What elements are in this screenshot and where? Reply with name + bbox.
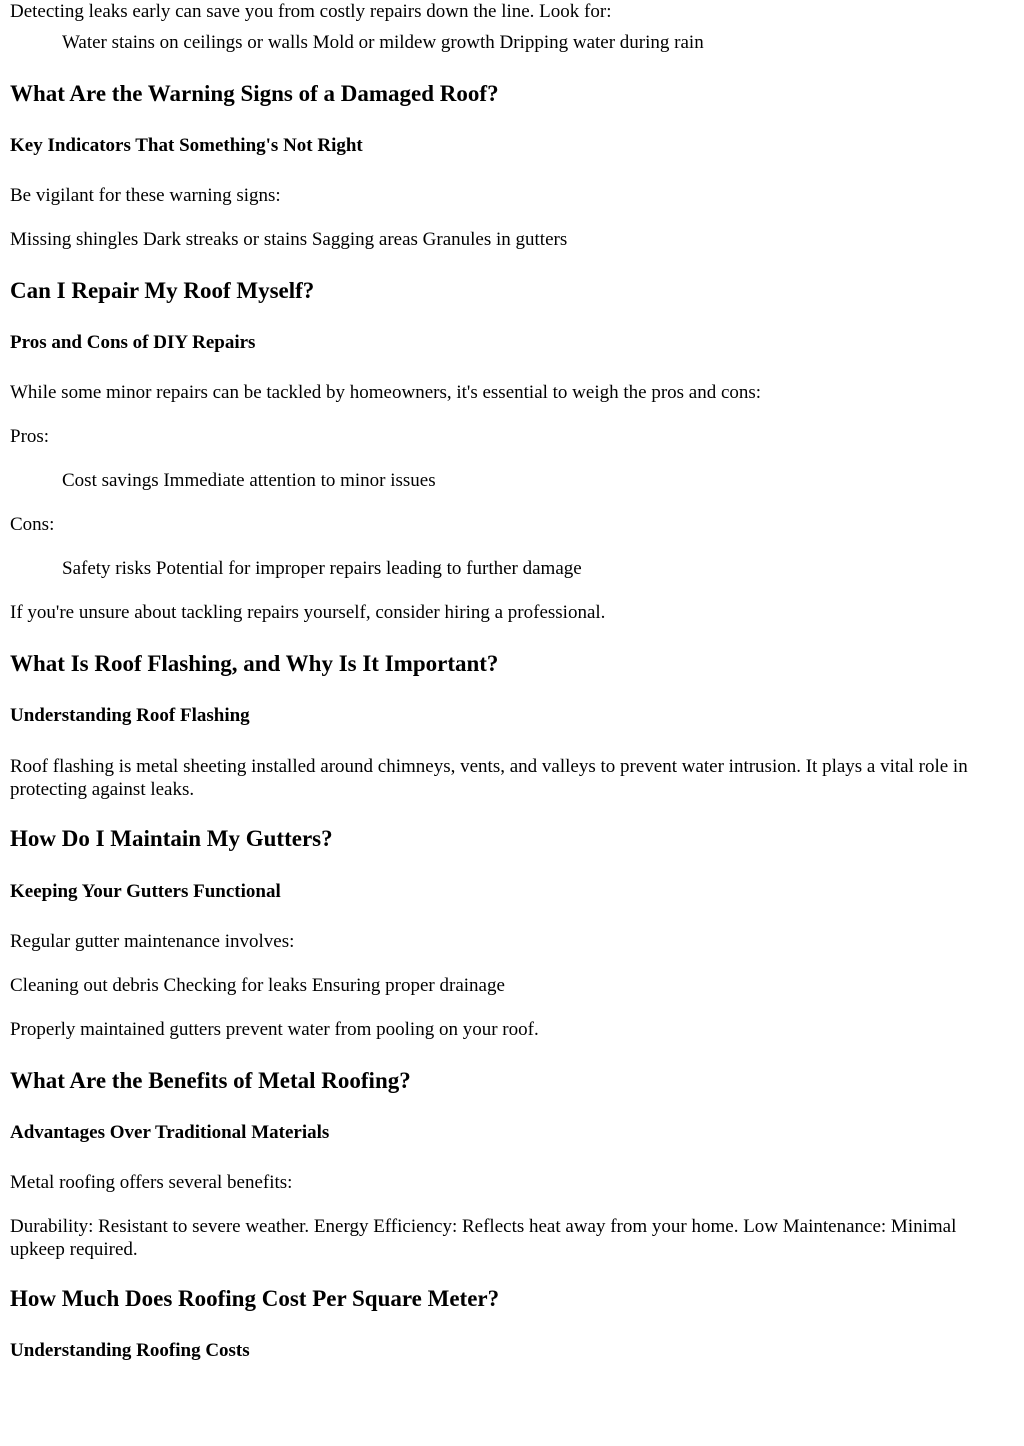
paragraph-vigilant: Be vigilant for these warning signs:: [10, 185, 281, 206]
paragraph-gutters-prevent-pooling: Properly maintained gutters prevent water from pooling on your roof.: [10, 1019, 539, 1040]
cons-list: Safety risks Potential for improper repairs leading to further damage: [62, 558, 582, 579]
pros-list: Cost savings Immediate attention to minor issues: [62, 470, 436, 491]
heading-roofing-cost: How Much Does Roofing Cost Per Square Meter?: [10, 1286, 500, 1311]
leak-signs-list: Water stains on ceilings or walls Mold or mildew growth Dripping water during rain: [62, 32, 704, 53]
heading-metal-roofing: What Are the Benefits of Metal Roofing?: [10, 1068, 411, 1093]
pros-label: Pros:: [10, 426, 50, 447]
subheading-key-indicators: Key Indicators That Something's Not Right: [10, 135, 363, 156]
metal-benefits-list: Durability: Resistant to severe weather. Energy Efficiency: Reflects heat away from your home. Low Maintenance: Minimal upkeep required.: [10, 1216, 957, 1260]
heading-roof-flashing: What Is Roof Flashing, and Why Is It Important?: [10, 651, 499, 676]
subheading-roofing-costs: Understanding Roofing Costs: [10, 1340, 250, 1361]
subheading-pros-cons: Pros and Cons of DIY Repairs: [10, 332, 256, 353]
paragraph-metal-benefits-intro: Metal roofing offers several benefits:: [10, 1172, 293, 1193]
subheading-gutters-functional: Keeping Your Gutters Functional: [10, 881, 281, 902]
paragraph-flashing: Roof flashing is metal sheeting installed around chimneys, vents, and valleys to prevent water intrusion. It plays a vital role in protecting against leaks.: [10, 756, 968, 800]
paragraph-gutter-maintenance: Regular gutter maintenance involves:: [10, 931, 295, 952]
heading-warning-signs: What Are the Warning Signs of a Damaged Roof?: [10, 81, 499, 106]
cons-label: Cons:: [10, 514, 55, 535]
heading-diy-repair: Can I Repair My Roof Myself?: [10, 278, 315, 303]
warning-signs-list: Missing shingles Dark streaks or stains Sagging areas Granules in gutters: [10, 229, 568, 250]
gutter-tasks-list: Cleaning out debris Checking for leaks Ensuring proper drainage: [10, 975, 505, 996]
intro-paragraph: Detecting leaks early can save you from costly repairs down the line. Look for:: [10, 1, 612, 22]
subheading-advantages: Advantages Over Traditional Materials: [10, 1122, 330, 1143]
paragraph-diy-intro: While some minor repairs can be tackled by homeowners, it's essential to weigh the pros and cons:: [10, 382, 762, 403]
subheading-understanding-flashing: Understanding Roof Flashing: [10, 705, 250, 726]
heading-gutters: How Do I Maintain My Gutters?: [10, 826, 333, 851]
paragraph-hire-professional: If you're unsure about tackling repairs yourself, consider hiring a professional.: [10, 602, 606, 623]
